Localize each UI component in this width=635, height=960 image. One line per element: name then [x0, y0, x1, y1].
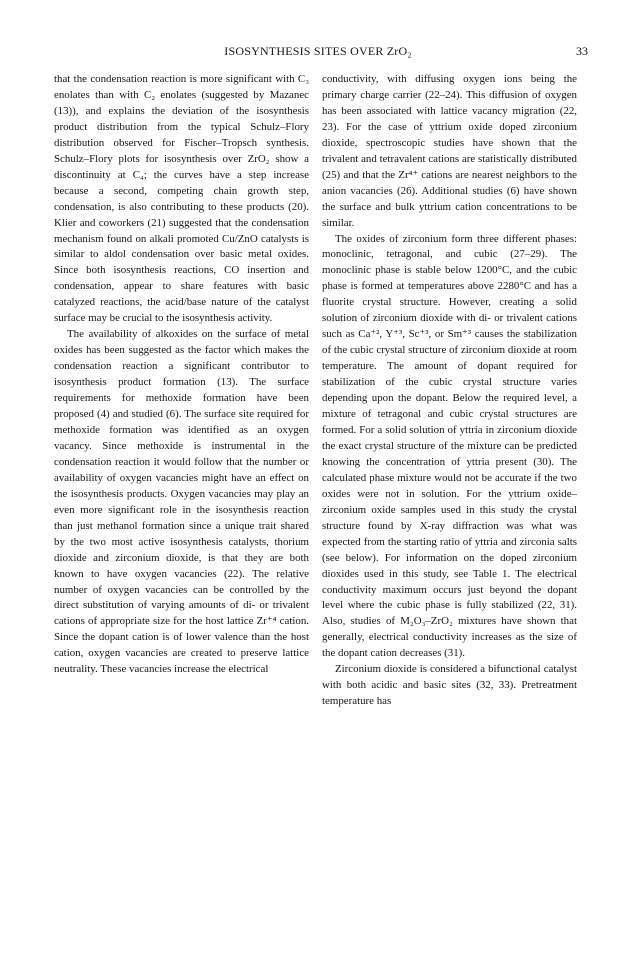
- paragraph: conductivity, with diffusing oxygen ions being the primary charge carrier (22–24). This diffusion of oxygen has been associated with lattice vacancy migration (22, 23). For the case of yttrium oxide doped zirconium dioxide, spectroscopic studies have shown that the trivalent and tetravalent cations are statistically distributed (25) and that the Zr⁴⁺ cations are nearest neighbors to the anion vacancies (26). Additional studies (6) have shown the surface and bulk yttrium cation concentrations to be similar.: [322, 73, 577, 229]
- paragraph: Zirconium dioxide is considered a bifunctional catalyst with both acidic and basic sites (32, 33). Pretreatment temperature has: [322, 663, 577, 708]
- page-number: 33: [576, 44, 588, 58]
- running-title: ISOSYNTHESIS SITES OVER ZrO₂: [224, 44, 412, 58]
- paragraph: The oxides of zirconium form three different phases: monoclinic, tetragonal, and cubic (27–29). The monoclinic phase is stable below 1200°C, and the cubic phase is formed at temperatures above 2280°C and has a fluorite crystal structure. However, creating a solid solution of zirconium dioxide with di- or trivalent cations such as Ca⁺², Y⁺³, Sc⁺³, or Sm⁺³ causes the stabilization of the cubic crystal structure of zirconium dioxide at room temperature. The amount of dopant required for stabilization of the cubic crystal structure varies depending upon the dopant. Below the required level, a mixture of tetragonal and cubic crystal structures are formed. For a solid solution of yttria in zirconium dioxide the exact crystal structure of the mixture can be predicted knowing the concentration of yttria present (30). The calculated phase mixture would not be accurate if the two oxides were not in solution. For the yttrium oxide–zirconium oxide samples used in this study the crystal structure found by X-ray diffraction was what was expected from the starting ratio of yttria and zirconia salts (see below). For information on the doped zirconium dioxides used in this study, see Table 1. The electrical conductivity maximum occurs just beyond the dopant level where the cubic phase is fully stabilized (22, 31). Also, studies of M₂O₃–ZrO₂ mixtures have shown that generally, electrical conductivity increases as the size of the dopant cation decreases (31).: [322, 232, 577, 660]
- left-column: [54, 72, 309, 678]
- right-column: [322, 72, 577, 710]
- paragraph: The availability of alkoxides on the surface of metal oxides has been suggested as the factor which makes the condensation reaction a significant contributor to isosynthesis product formation (13). The surface requirements for methoxide formation have been proposed (4) and studied (6). The surface site required for methoxide formation was identified as an oxygen vacancy. Since methoxide is instrumental in the condensation reaction it would follow that the number or availability of oxygen vacancies might have an effect on the isosynthesis products. Oxygen vacancies may play an even more significant role in the isosynthesis reaction than just methanol formation since a unique trait shared by the two most active isosynthesis catalysts, thorium dioxide and zirconium dioxide, is that they are both known to have oxygen vacancies (22). The relative number of oxygen vacancies can be controlled by the direct substitution of varying amounts of di- or trivalent cations of appropriate size for the host lattice Zr⁺⁴ cation. Since the dopant cation is of lower valence than the host cation, oxygen vacancies are created to preserve lattice neutrality. These vacancies increase the electrical: [54, 328, 309, 676]
- paragraph: that the condensation reaction is more significant with C₃ enolates than with C₂ enolates (suggested by Mazanec (13)), and explains the deviation of the isosynthesis product distribution from the typical Schulz–Flory distribution observed for Fischer–Tropsch synthesis. Schulz–Flory plots for isosynthesis over ZrO₂ show a discontinuity at C₄; the curves have a step increase because a second, competing chain growth step, condensation, is also contributing to these products (20). Klier and coworkers (21) suggested that the condensation mechanism found on alkali promoted Cu/ZnO catalysts is similar to aldol condensation over basic metal oxides. Since both isosynthesis reactions, CO insertion and condensation, appear to share features with basic catalyzed reactions, the acid/base nature of the catalyst surface may be crucial to the isosynthesis activity.: [54, 73, 309, 325]
- running-head: [48, 44, 588, 64]
